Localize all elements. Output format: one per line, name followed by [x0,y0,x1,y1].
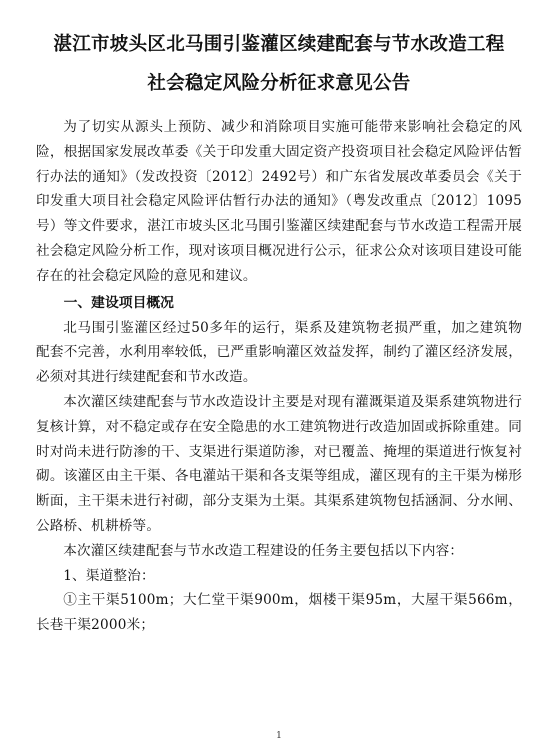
document-title-line-1: 湛江市坡头区北马围引鉴灌区续建配套与节水改造工程 [53,34,505,55]
overview-paragraph-2: 本次灌区续建配套与节水改造设计主要是对现有灌溉渠道及渠系建筑物进行复核计算，对不稳定或存在安全隐患的水工建筑物进行改造加固或拆除重建。同时对尚未进行防渗的干、支渠进行渠道防渗，对已覆盖、掩埋的渠道进行恢复衬砌。该灌区由主干渠、各电灌站干渠和各支渠等组成，灌区现有的主干渠为梯形断面，主干渠未进行衬砌，部分支渠为土渠。其渠系建筑物包括涵洞、分水闸、公路桥、机耕桥等。 [36,393,522,534]
overview-paragraph-1: 北马围引鉴灌区经过50多年的运行，渠系及建筑物老损严重，加之建筑物配套不完善，水利用率较低，已严重影响灌区效益发挥，制约了灌区经济发展，必须对其进行续建配套和节水改造。 [36,319,522,386]
document-title-line-2: 社会稳定风险分析征求意见公告 [147,73,411,94]
intro-paragraph: 为了切实从源头上预防、减少和消除项目实施可能带来影响社会稳定的风险，根据国家发展改革委《关于印发重大固定资产投资项目社会稳定风险评估暂行办法的通知》（发改投资〔2012〕2492号）和广东省发展改革委员会《关于印发重大项目社会稳定风险评估暂行办法的通知》（粤发改重点〔2012〕1095号）等文件要求，湛江市坡头区北马围引鉴灌区续建配套与节水改造工程需开展社会稳定风险分析工作，现对该项目概况进行公示，征求公众对该项目建设可能存在的社会稳定风险的意见和建议。 [36,119,522,284]
page-number: 1 [276,731,282,741]
overview-paragraph-3: 本次灌区续建配套与节水改造工程建设的任务主要包括以下内容： [63,542,464,559]
document-body [36,115,522,638]
list-item-channel-works-detail: ①主干渠5100m；大仁堂干渠900m，烟楼干渠95m，大屋干渠566m，长巷干渠2000米； [36,592,522,634]
list-item-channel-works-label: 1、渠道整治： [63,567,155,584]
section-heading-project-overview: 一、建设项目概况 [63,294,174,311]
